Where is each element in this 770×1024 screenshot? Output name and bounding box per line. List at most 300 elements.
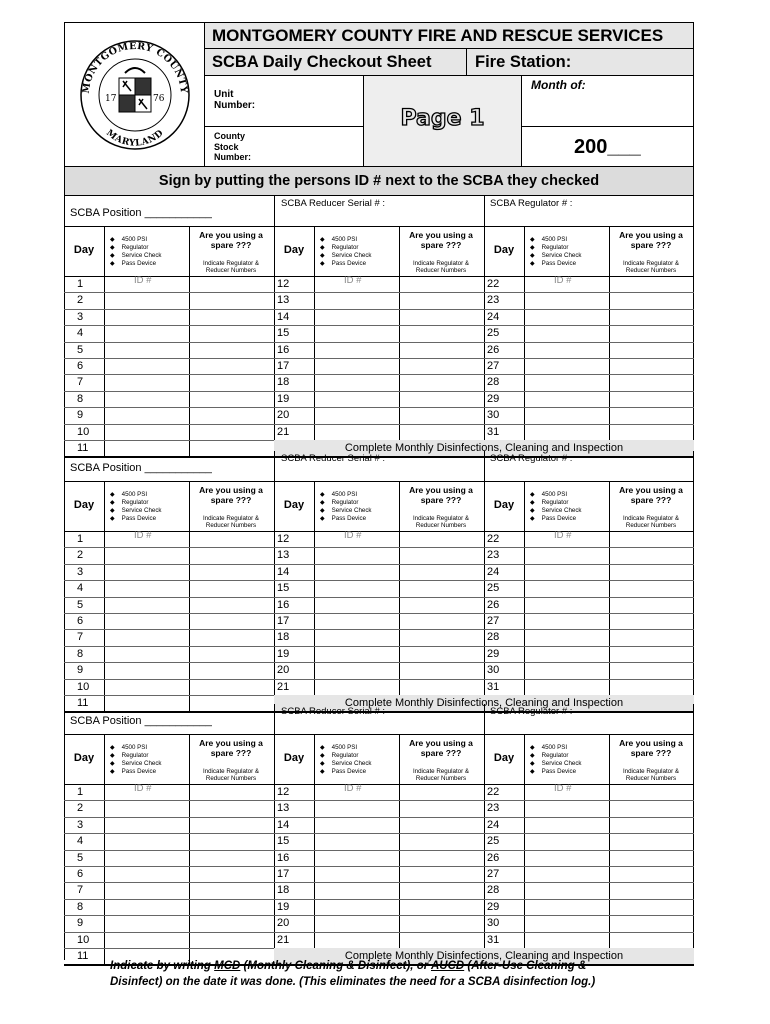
id-placeholder: ID # bbox=[134, 783, 152, 794]
spare-cell[interactable] bbox=[610, 785, 693, 800]
id-cell[interactable] bbox=[105, 851, 188, 866]
bullet-icon: ◆ bbox=[320, 244, 332, 251]
id-cell[interactable] bbox=[525, 548, 608, 563]
id-cell[interactable] bbox=[315, 663, 398, 678]
id-placeholder: ID # bbox=[554, 783, 572, 794]
divider bbox=[484, 196, 485, 226]
divider bbox=[64, 580, 694, 581]
spare-cell[interactable] bbox=[610, 630, 693, 645]
day-number: 9 bbox=[77, 409, 84, 422]
id-cell[interactable] bbox=[315, 680, 398, 695]
id-cell[interactable] bbox=[525, 293, 608, 308]
id-cell[interactable] bbox=[105, 801, 188, 816]
spare-cell[interactable] bbox=[400, 532, 483, 547]
id-cell[interactable] bbox=[525, 408, 608, 423]
day-number: 31 bbox=[487, 425, 500, 438]
day-number: 10 bbox=[77, 680, 90, 693]
divider bbox=[64, 646, 694, 647]
scba-position-field[interactable]: SCBA Position ___________ bbox=[70, 462, 212, 474]
id-cell[interactable] bbox=[315, 834, 398, 849]
indicate-note: Indicate Regulator & Reducer Numbers bbox=[412, 515, 470, 530]
spare-cell[interactable] bbox=[610, 916, 693, 931]
day-number: 16 bbox=[277, 343, 290, 356]
spare-cell[interactable] bbox=[190, 392, 273, 407]
monthly-cleaning-row[interactable]: Complete Monthly Disinfections, Cleaning and Inspection bbox=[274, 948, 694, 964]
id-cell[interactable] bbox=[315, 933, 398, 948]
day-number: 21 bbox=[277, 425, 290, 438]
spare-cell[interactable] bbox=[400, 277, 483, 292]
spare-cell[interactable] bbox=[400, 408, 483, 423]
id-cell[interactable] bbox=[315, 310, 398, 325]
check-item: ◆ Pass Device bbox=[110, 768, 157, 775]
id-cell[interactable] bbox=[315, 818, 398, 833]
check-items bbox=[110, 491, 162, 523]
id-cell[interactable] bbox=[315, 565, 398, 580]
spare-cell[interactable] bbox=[610, 933, 693, 948]
id-cell[interactable] bbox=[315, 408, 398, 423]
spare-cell[interactable] bbox=[400, 663, 483, 678]
scba-position-field[interactable]: SCBA Position ___________ bbox=[70, 715, 212, 727]
divider bbox=[64, 309, 694, 310]
bullet-icon: ◆ bbox=[320, 768, 332, 775]
reducer-serial-field[interactable]: SCBA Reducer Serial # : bbox=[281, 453, 386, 464]
divider bbox=[64, 226, 694, 227]
spare-cell[interactable] bbox=[400, 883, 483, 898]
day-number: 11 bbox=[77, 442, 89, 454]
spare-cell[interactable] bbox=[400, 425, 483, 440]
check-item: ◆ Service Check bbox=[320, 507, 372, 514]
spare-cell[interactable] bbox=[190, 326, 273, 341]
id-cell[interactable] bbox=[105, 867, 188, 882]
divider bbox=[64, 424, 694, 425]
spare-cell[interactable] bbox=[610, 392, 693, 407]
indicate-note: Indicate Regulator & Reducer Numbers bbox=[622, 260, 680, 275]
id-cell[interactable] bbox=[105, 375, 188, 390]
spare-cell[interactable] bbox=[610, 375, 693, 390]
id-cell[interactable] bbox=[525, 933, 608, 948]
divider bbox=[64, 817, 694, 818]
day-number: 2 bbox=[77, 294, 84, 307]
day-number: 23 bbox=[487, 549, 500, 562]
id-cell[interactable] bbox=[105, 293, 188, 308]
id-cell[interactable] bbox=[315, 343, 398, 358]
id-cell[interactable] bbox=[105, 277, 188, 292]
spare-cell[interactable] bbox=[610, 359, 693, 374]
spare-cell[interactable] bbox=[400, 834, 483, 849]
day-number: 4 bbox=[77, 582, 84, 595]
id-cell[interactable] bbox=[525, 310, 608, 325]
id-cell[interactable] bbox=[525, 565, 608, 580]
spare-cell[interactable] bbox=[400, 916, 483, 931]
day-number: 18 bbox=[277, 376, 290, 389]
id-cell[interactable] bbox=[525, 834, 608, 849]
regulator-number-field[interactable]: SCBA Regulator # : bbox=[490, 198, 573, 209]
spare-question: Are you using a spare ??? bbox=[199, 738, 263, 758]
spare-cell[interactable] bbox=[190, 581, 273, 596]
bullet-icon: ◆ bbox=[320, 744, 332, 751]
id-cell[interactable] bbox=[105, 581, 188, 596]
check-item: ◆ Regulator bbox=[110, 752, 149, 759]
spare-cell[interactable] bbox=[400, 548, 483, 563]
spare-cell[interactable] bbox=[400, 647, 483, 662]
day-number: 26 bbox=[487, 851, 500, 864]
spare-cell[interactable] bbox=[190, 647, 273, 662]
id-cell[interactable] bbox=[315, 851, 398, 866]
id-cell[interactable] bbox=[105, 326, 188, 341]
bullet-icon: ◆ bbox=[530, 491, 542, 498]
spare-cell[interactable] bbox=[400, 900, 483, 915]
spare-cell[interactable] bbox=[610, 801, 693, 816]
spare-question: Are you using a spare ??? bbox=[619, 738, 683, 758]
spare-cell[interactable] bbox=[190, 532, 273, 547]
id-cell[interactable] bbox=[525, 598, 608, 613]
id-cell[interactable] bbox=[105, 785, 188, 800]
id-cell[interactable] bbox=[105, 548, 188, 563]
spare-cell[interactable] bbox=[400, 326, 483, 341]
id-cell[interactable] bbox=[525, 916, 608, 931]
bullet-icon: ◆ bbox=[110, 244, 122, 251]
id-cell[interactable] bbox=[315, 883, 398, 898]
spare-cell[interactable] bbox=[610, 565, 693, 580]
spare-cell[interactable] bbox=[400, 359, 483, 374]
day-number: 25 bbox=[487, 835, 500, 848]
id-placeholder: ID # bbox=[344, 530, 362, 541]
spare-cell[interactable] bbox=[190, 375, 273, 390]
id-cell[interactable] bbox=[105, 834, 188, 849]
spare-cell[interactable] bbox=[610, 663, 693, 678]
id-cell[interactable] bbox=[525, 851, 608, 866]
check-item: ◆ Service Check bbox=[530, 507, 582, 514]
check-item: ◆ 4500 PSI bbox=[110, 744, 148, 751]
id-cell[interactable] bbox=[525, 614, 608, 629]
bullet-icon: ◆ bbox=[110, 252, 122, 259]
id-cell[interactable] bbox=[525, 375, 608, 390]
day-number: 30 bbox=[487, 917, 500, 930]
spare-cell[interactable] bbox=[610, 277, 693, 292]
day-header: Day bbox=[493, 244, 515, 256]
spare-cell[interactable] bbox=[190, 425, 273, 440]
id-cell[interactable] bbox=[315, 425, 398, 440]
id-cell[interactable] bbox=[315, 375, 398, 390]
spare-cell[interactable] bbox=[610, 598, 693, 613]
day-number: 14 bbox=[277, 565, 290, 578]
bullet-icon: ◆ bbox=[110, 491, 122, 498]
spare-cell[interactable] bbox=[190, 883, 273, 898]
spare-cell[interactable] bbox=[190, 359, 273, 374]
id-cell[interactable] bbox=[525, 326, 608, 341]
id-cell[interactable] bbox=[315, 801, 398, 816]
spare-cell[interactable] bbox=[190, 867, 273, 882]
spare-cell[interactable] bbox=[610, 680, 693, 695]
id-cell[interactable] bbox=[105, 900, 188, 915]
divider bbox=[64, 800, 694, 801]
day-number: 23 bbox=[487, 294, 500, 307]
spare-cell[interactable] bbox=[610, 818, 693, 833]
day-number: 18 bbox=[277, 631, 290, 644]
id-cell[interactable] bbox=[315, 359, 398, 374]
id-cell[interactable] bbox=[525, 883, 608, 898]
id-cell[interactable] bbox=[525, 818, 608, 833]
day-number: 4 bbox=[77, 327, 84, 340]
spare-cell[interactable] bbox=[190, 343, 273, 358]
spare-cell[interactable] bbox=[610, 900, 693, 915]
spare-cell[interactable] bbox=[400, 343, 483, 358]
id-cell[interactable] bbox=[315, 277, 398, 292]
spare-cell[interactable] bbox=[190, 916, 273, 931]
id-cell[interactable] bbox=[525, 425, 608, 440]
day-number: 5 bbox=[77, 598, 84, 611]
divider bbox=[64, 662, 694, 663]
bullet-icon: ◆ bbox=[320, 499, 332, 506]
spare-cell[interactable] bbox=[610, 343, 693, 358]
id-cell[interactable] bbox=[525, 785, 608, 800]
id-cell[interactable] bbox=[105, 883, 188, 898]
spare-cell[interactable] bbox=[400, 851, 483, 866]
id-cell[interactable] bbox=[525, 532, 608, 547]
day-number: 10 bbox=[77, 933, 90, 946]
svg-text:17: 17 bbox=[105, 94, 117, 104]
stock-label-line3: Number: bbox=[214, 152, 252, 162]
id-cell[interactable] bbox=[105, 425, 188, 440]
spare-cell[interactable] bbox=[400, 375, 483, 390]
id-cell[interactable] bbox=[315, 293, 398, 308]
bullet-icon: ◆ bbox=[320, 760, 332, 767]
check-item: ◆ Pass Device bbox=[530, 260, 577, 267]
spare-cell[interactable] bbox=[400, 392, 483, 407]
spare-cell[interactable] bbox=[610, 548, 693, 563]
id-cell[interactable] bbox=[525, 663, 608, 678]
day-number: 16 bbox=[277, 598, 290, 611]
check-items bbox=[110, 744, 162, 776]
id-cell[interactable] bbox=[105, 630, 188, 645]
spare-cell[interactable] bbox=[610, 834, 693, 849]
spare-cell[interactable] bbox=[400, 598, 483, 613]
id-cell[interactable] bbox=[525, 647, 608, 662]
spare-cell[interactable] bbox=[610, 867, 693, 882]
day-number: 19 bbox=[277, 647, 290, 660]
id-cell[interactable] bbox=[315, 785, 398, 800]
id-cell[interactable] bbox=[315, 614, 398, 629]
divider bbox=[64, 932, 694, 933]
unit-label-line1: Unit bbox=[214, 89, 234, 100]
indicate-note: Indicate Regulator & Reducer Numbers bbox=[412, 260, 470, 275]
spare-cell[interactable] bbox=[190, 851, 273, 866]
spare-cell[interactable] bbox=[190, 834, 273, 849]
bullet-icon: ◆ bbox=[320, 491, 332, 498]
scba-section-1 bbox=[64, 196, 694, 452]
spare-cell[interactable] bbox=[190, 598, 273, 613]
spare-cell[interactable] bbox=[610, 408, 693, 423]
year-field[interactable]: 200___ bbox=[574, 136, 641, 158]
spare-cell[interactable] bbox=[400, 614, 483, 629]
month-field[interactable]: Month of: bbox=[522, 76, 693, 127]
day-number: 30 bbox=[487, 409, 500, 422]
spare-cell[interactable] bbox=[610, 425, 693, 440]
day-number: 15 bbox=[277, 835, 290, 848]
id-cell[interactable] bbox=[525, 630, 608, 645]
spare-cell[interactable] bbox=[610, 293, 693, 308]
id-cell[interactable] bbox=[105, 614, 188, 629]
spare-cell[interactable] bbox=[610, 326, 693, 341]
day-number: 29 bbox=[487, 392, 500, 405]
spare-cell[interactable] bbox=[610, 614, 693, 629]
check-item: ◆ Regulator bbox=[530, 499, 569, 506]
divider bbox=[64, 629, 694, 630]
id-cell[interactable] bbox=[315, 867, 398, 882]
id-cell[interactable] bbox=[105, 310, 188, 325]
svg-text:76: 76 bbox=[153, 94, 165, 104]
bullet-icon: ◆ bbox=[530, 515, 542, 522]
spare-cell[interactable] bbox=[190, 548, 273, 563]
day-number: 28 bbox=[487, 376, 500, 389]
id-cell[interactable] bbox=[105, 408, 188, 423]
id-cell[interactable] bbox=[525, 900, 608, 915]
id-cell[interactable] bbox=[105, 818, 188, 833]
day-number: 29 bbox=[487, 900, 500, 913]
day-number: 20 bbox=[277, 917, 290, 930]
spare-cell[interactable] bbox=[610, 883, 693, 898]
spare-cell[interactable] bbox=[400, 785, 483, 800]
spare-cell[interactable] bbox=[610, 851, 693, 866]
id-cell[interactable] bbox=[105, 680, 188, 695]
day-number: 3 bbox=[77, 565, 84, 578]
fire-station-field[interactable]: Fire Station: bbox=[467, 49, 693, 76]
day-number: 20 bbox=[277, 409, 290, 422]
id-cell[interactable] bbox=[315, 581, 398, 596]
id-cell[interactable] bbox=[525, 867, 608, 882]
spare-cell[interactable] bbox=[190, 293, 273, 308]
id-cell[interactable] bbox=[315, 647, 398, 662]
check-item: ◆ Pass Device bbox=[530, 515, 577, 522]
id-cell[interactable] bbox=[315, 532, 398, 547]
spare-cell[interactable] bbox=[190, 818, 273, 833]
check-item: ◆ 4500 PSI bbox=[320, 236, 358, 243]
spare-cell[interactable] bbox=[400, 293, 483, 308]
reducer-serial-field[interactable]: SCBA Reducer Serial # : bbox=[281, 198, 386, 209]
check-item: ◆ 4500 PSI bbox=[320, 744, 358, 751]
id-cell[interactable] bbox=[525, 680, 608, 695]
spare-cell[interactable] bbox=[190, 785, 273, 800]
bullet-icon: ◆ bbox=[320, 252, 332, 259]
check-item: ◆ Regulator bbox=[320, 244, 359, 251]
spare-question: Are you using a spare ??? bbox=[409, 738, 473, 758]
day-number: 12 bbox=[277, 786, 290, 798]
spare-cell[interactable] bbox=[400, 933, 483, 948]
day-number: 7 bbox=[77, 376, 84, 389]
spare-cell[interactable] bbox=[190, 933, 273, 948]
id-cell[interactable] bbox=[525, 343, 608, 358]
id-cell[interactable] bbox=[105, 916, 188, 931]
id-cell[interactable] bbox=[525, 359, 608, 374]
spare-cell[interactable] bbox=[190, 614, 273, 629]
id-cell[interactable] bbox=[315, 392, 398, 407]
id-cell[interactable] bbox=[105, 565, 188, 580]
id-placeholder: ID # bbox=[554, 275, 572, 286]
id-cell[interactable] bbox=[315, 548, 398, 563]
regulator-number-field[interactable]: SCBA Regulator # : bbox=[490, 453, 573, 464]
scba-position-field[interactable]: SCBA Position ___________ bbox=[70, 207, 212, 219]
id-cell[interactable] bbox=[105, 343, 188, 358]
day-number: 28 bbox=[487, 884, 500, 897]
id-cell[interactable] bbox=[525, 277, 608, 292]
regulator-number-field[interactable]: SCBA Regulator # : bbox=[490, 706, 573, 717]
divider bbox=[64, 391, 694, 392]
spare-cell[interactable] bbox=[190, 310, 273, 325]
divider bbox=[64, 342, 694, 343]
spare-cell[interactable] bbox=[400, 565, 483, 580]
spare-cell[interactable] bbox=[400, 818, 483, 833]
spare-cell[interactable] bbox=[400, 310, 483, 325]
id-cell[interactable] bbox=[315, 916, 398, 931]
check-item: ◆ Service Check bbox=[320, 252, 372, 259]
footer-note bbox=[110, 958, 595, 990]
id-cell[interactable] bbox=[525, 392, 608, 407]
spare-cell[interactable] bbox=[190, 277, 273, 292]
bullet-icon: ◆ bbox=[530, 260, 542, 267]
id-cell[interactable] bbox=[525, 801, 608, 816]
spare-cell[interactable] bbox=[400, 630, 483, 645]
unit-number-field[interactable] bbox=[205, 76, 364, 127]
spare-cell[interactable] bbox=[190, 801, 273, 816]
divider bbox=[64, 564, 694, 565]
id-cell[interactable] bbox=[105, 392, 188, 407]
day-header: Day bbox=[493, 499, 515, 511]
spare-cell[interactable] bbox=[190, 680, 273, 695]
county-seal bbox=[65, 23, 205, 166]
id-cell[interactable] bbox=[105, 598, 188, 613]
spare-cell[interactable] bbox=[610, 581, 693, 596]
spare-cell[interactable] bbox=[400, 581, 483, 596]
county-stock-number-field[interactable] bbox=[205, 127, 364, 166]
monthly-cleaning-row[interactable]: Complete Monthly Disinfections, Cleaning and Inspection bbox=[274, 440, 694, 456]
spare-cell[interactable] bbox=[400, 801, 483, 816]
indicate-note: Indicate Regulator & Reducer Numbers bbox=[622, 768, 680, 783]
monthly-cleaning-row[interactable]: Complete Monthly Disinfections, Cleaning and Inspection bbox=[274, 695, 694, 711]
reducer-serial-field[interactable]: SCBA Reducer Serial # : bbox=[281, 706, 386, 717]
spare-cell[interactable] bbox=[190, 565, 273, 580]
id-cell[interactable] bbox=[105, 933, 188, 948]
spare-cell[interactable] bbox=[190, 900, 273, 915]
id-cell[interactable] bbox=[105, 532, 188, 547]
id-cell[interactable] bbox=[315, 598, 398, 613]
divider bbox=[64, 679, 694, 680]
bullet-icon: ◆ bbox=[530, 507, 542, 514]
aucd-term: AUCD bbox=[430, 960, 465, 972]
day-number: 14 bbox=[277, 310, 290, 323]
id-cell[interactable] bbox=[105, 647, 188, 662]
spare-cell[interactable] bbox=[610, 647, 693, 662]
spare-cell[interactable] bbox=[610, 310, 693, 325]
bullet-icon: ◆ bbox=[110, 752, 122, 759]
spare-cell[interactable] bbox=[190, 630, 273, 645]
spare-cell[interactable] bbox=[610, 532, 693, 547]
day-number: 26 bbox=[487, 598, 500, 611]
spare-cell[interactable] bbox=[400, 867, 483, 882]
id-cell[interactable] bbox=[105, 663, 188, 678]
indicate-note: Indicate Regulator & Reducer Numbers bbox=[412, 768, 470, 783]
id-cell[interactable] bbox=[315, 326, 398, 341]
spare-cell[interactable] bbox=[190, 408, 273, 423]
spare-cell[interactable] bbox=[190, 663, 273, 678]
id-cell[interactable] bbox=[315, 630, 398, 645]
divider bbox=[274, 196, 275, 226]
id-cell[interactable] bbox=[315, 900, 398, 915]
check-item: ◆ Pass Device bbox=[320, 515, 367, 522]
divider bbox=[64, 882, 694, 883]
id-cell[interactable] bbox=[105, 359, 188, 374]
spare-cell[interactable] bbox=[400, 680, 483, 695]
id-cell[interactable] bbox=[525, 581, 608, 596]
